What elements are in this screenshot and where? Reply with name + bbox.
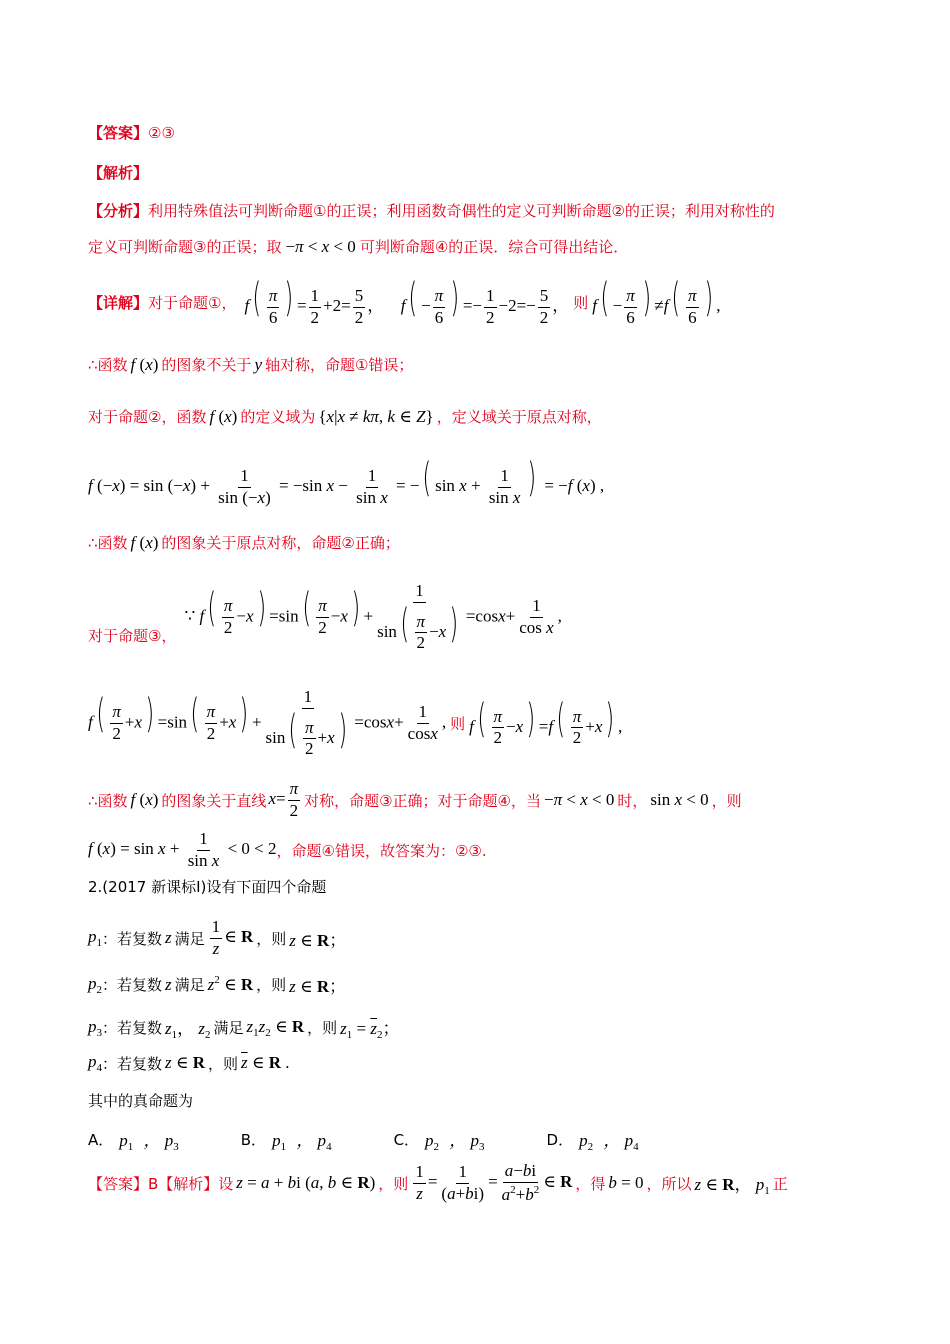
therefore-1 xyxy=(88,354,413,375)
q2-ans-math-1: z = a + bi (a, b ∈ R) xyxy=(236,1173,376,1193)
p1-c: ，则 xyxy=(256,929,287,948)
therefore-1-c: 轴对称，命题①错误； xyxy=(264,356,414,374)
prop2-c: ，定义域关于原点对称， xyxy=(436,408,602,426)
q2-ans-math-3: b = 0 xyxy=(608,1173,644,1193)
p4-a: ：若复数 xyxy=(102,1054,163,1073)
p1-line xyxy=(88,918,346,958)
range-math-2: −π < x < 0 xyxy=(544,790,615,810)
p3-c: ，则 xyxy=(307,1019,338,1037)
fenxi-line-1 xyxy=(88,200,775,221)
detail-intro: 对于命题①， xyxy=(148,294,237,313)
p2-c: ，则 xyxy=(256,976,287,994)
fenxi-text-2b: 可判断命题④的正误．综合可得出结论． xyxy=(359,238,629,256)
fenxi-range-math: −π < x < 0 xyxy=(285,236,356,256)
p2-line xyxy=(88,972,346,997)
p2-z: z xyxy=(165,974,172,994)
detail-then: 则 xyxy=(573,294,589,313)
prop3-line xyxy=(88,582,562,653)
fenxi-text-2a: 定义可判断命题③的正误；取 xyxy=(88,238,282,256)
answer-label: 【答案】 xyxy=(88,124,149,142)
q2-answer-label: 【答案】B【解析】设 xyxy=(88,1174,234,1193)
prop3b-math-1: f( $\frac{\pi}{2}$ +x) =sin( $\frac{\pi}{2}$ +x) + 1 sin( $\frac{\pi}{2}$ +x) =cosx+ $\frac{1}{\cos x}$ , xyxy=(88,687,447,759)
p3-concl: $z_1 = \overline{z}_2$； xyxy=(340,1019,400,1041)
p2-cond: $z^2$ ∈ R xyxy=(207,974,254,994)
p4-cond: z ∈ R xyxy=(165,1053,206,1072)
odd-function-math: f (−x) = sin (−x) + $\frac{1}{\sin (-x)}$ = −sin x − $\frac{1}{\text{sin x}}$ = −( sin x + $\frac{1}{\text{sin x}}$ ) = −f (x) , xyxy=(88,455,605,507)
q2-ans-t4: 正 xyxy=(772,1174,788,1193)
question-line xyxy=(88,1090,193,1111)
q2-ans-math-2: $\frac{1}{z}$ = $\frac{1}{(a+bi)}$ = $\frac{a-bi}{a^2+b^2}$ ∈ R xyxy=(415,1161,573,1204)
fx-math-3: f (x) xyxy=(130,532,159,552)
therefore-3-e: ，则 xyxy=(711,791,742,810)
therefore-1-b: 的图象不关于 xyxy=(161,356,252,374)
p1-a: ：若复数 xyxy=(102,929,163,948)
line-x-math: x= $\frac{\pi}{2}$ xyxy=(268,779,299,820)
sin-neg-math: sin x < 0 xyxy=(650,790,709,810)
y-axis-math: y xyxy=(254,354,262,374)
option-c-math: $p_2$ ， $p_3$ xyxy=(425,1131,485,1153)
analysis-label-line xyxy=(88,162,148,183)
fx-math: f (x) xyxy=(130,354,159,374)
prop3b-then: 则 xyxy=(450,714,466,733)
prop2-line xyxy=(88,406,602,427)
therefore-3-c: 对称，命题③正确；对于命题④，当 xyxy=(304,791,542,810)
p1-label: $p_1$ xyxy=(88,927,102,950)
p2-concl: z ∈ R； xyxy=(289,977,347,996)
p3-b: 满足 xyxy=(213,1019,244,1037)
p1-z: z xyxy=(165,928,172,948)
domain-math: {x|x ≠ kπ, k ∈ Z} xyxy=(318,406,434,426)
p2-label: $p_2$ xyxy=(88,973,102,996)
option-a-label: A． xyxy=(88,1131,114,1149)
q2-ans-t1: ，则 xyxy=(378,1174,409,1193)
option-b-label: B． xyxy=(240,1131,267,1149)
therefore-3-a: ∴函数 xyxy=(88,791,128,810)
odd-function-eq xyxy=(88,455,605,507)
detail-math-2: f( − $\frac{\pi}{6}$ ) ≠f( $\frac{\pi}{6}$ ) , xyxy=(592,275,721,327)
analysis-label: 【解析】 xyxy=(88,164,149,182)
prop3b-line xyxy=(88,688,622,759)
answer-line xyxy=(88,122,175,143)
q2-title-text: 2.(2017 新课标Ⅰ)设有下面四个命题 xyxy=(88,878,327,896)
detail-math-1: f( $\frac{\pi}{6}$ ) = $\frac{1}{2}$ +2= $\frac{5}{2}$ ， f( − $\frac{\pi}{6}$ ) =− $\frac{1}{2}$ −2=− $\frac{5}{2}$ ， xyxy=(244,275,570,327)
p1-b: 满足 xyxy=(174,929,205,948)
therefore-3 xyxy=(88,780,742,820)
prop2-a: 对于命题②，函数 xyxy=(88,408,207,426)
q2-ans-math-4: z ∈ R， $p_1$ xyxy=(694,1174,770,1197)
q2-title xyxy=(88,876,326,897)
detail-label: 【详解】 xyxy=(88,294,149,313)
p4-label: $p_4$ xyxy=(88,1052,102,1074)
p3-a: ：若复数 xyxy=(102,1019,163,1037)
therefore-2-b: 的图象关于原点对称，命题②正确； xyxy=(161,534,400,552)
therefore-2-a: ∴函数 xyxy=(88,534,128,552)
p4-line xyxy=(88,1052,290,1074)
detail-line xyxy=(88,275,721,327)
p3-cond: $z_1z_2$ ∈ R xyxy=(246,1016,305,1039)
option-c-label: C． xyxy=(393,1131,420,1149)
q2-ans-t2: ，得 xyxy=(575,1174,606,1193)
p2-a: ：若复数 xyxy=(102,976,163,994)
option-d-math: $p_2$ ， $p_4$ xyxy=(579,1131,639,1153)
prop3b-math-2: f( $\frac{\pi}{2}$ −x) =f( $\frac{\pi}{2}$ +x) , xyxy=(469,695,623,748)
option-a-math: $p_1$ ， $p_3$ xyxy=(119,1131,179,1153)
p3-line xyxy=(88,1014,400,1041)
p4-b: ，则 xyxy=(208,1054,239,1073)
q2-ans-t3: ，所以 xyxy=(646,1174,692,1193)
therefore-3-d: 时， xyxy=(617,791,648,810)
p2-b: 满足 xyxy=(174,976,205,994)
answer-value: ②③ xyxy=(148,123,175,142)
fenxi-text-1: 利用特殊值法可判断命题①的正误；利用函数奇偶性的定义可判断命题②的正误；利用对称性的 xyxy=(148,202,775,220)
prop3-math: ∵ f( $\frac{\pi}{2}$ −x) =sin( $\frac{\pi}{2}$ −x) + 1 sin( $\frac{\pi}{2}$ −x) =cosx+ $\frac{1}{\text{cos x}}$ , xyxy=(184,581,562,653)
question-text: 其中的真命题为 xyxy=(88,1092,194,1110)
p1-cond: $\frac{1}{z}$ ∈ R xyxy=(211,917,254,958)
therefore-2 xyxy=(88,532,400,553)
p3-z1z2: $z_1$， $z_2$ xyxy=(165,1019,211,1041)
fenxi-label: 【分析】 xyxy=(88,202,149,220)
p3-label: $p_3$ xyxy=(88,1016,102,1039)
therefore-3-b: 的图象关于直线 xyxy=(161,791,267,810)
final-text: ，命题④错误，故答案为：②③. xyxy=(276,841,487,860)
fx-math-2: f (x) xyxy=(209,406,238,426)
option-d-label: D． xyxy=(546,1131,574,1149)
final-line xyxy=(88,830,487,870)
fenxi-line-2 xyxy=(88,236,628,257)
therefore-1-a: ∴函数 xyxy=(88,356,128,374)
p1-concl: z ∈ R； xyxy=(289,930,347,950)
option-b-math: $p_1$ ， $p_4$ xyxy=(272,1131,332,1153)
q2-answer-line xyxy=(88,1162,788,1204)
fx-math-4: f (x) xyxy=(130,790,159,810)
final-math: f (x) = sin x + $\frac{1}{\text{sin x}}$ < 0 < 2 xyxy=(88,829,277,870)
prop2-b: 的定义域为 xyxy=(240,408,316,426)
prop3-a: 对于命题③， xyxy=(88,626,177,645)
p4-concl: $\overline{z}$ ∈ R . xyxy=(241,1053,290,1072)
options-line xyxy=(88,1126,651,1153)
